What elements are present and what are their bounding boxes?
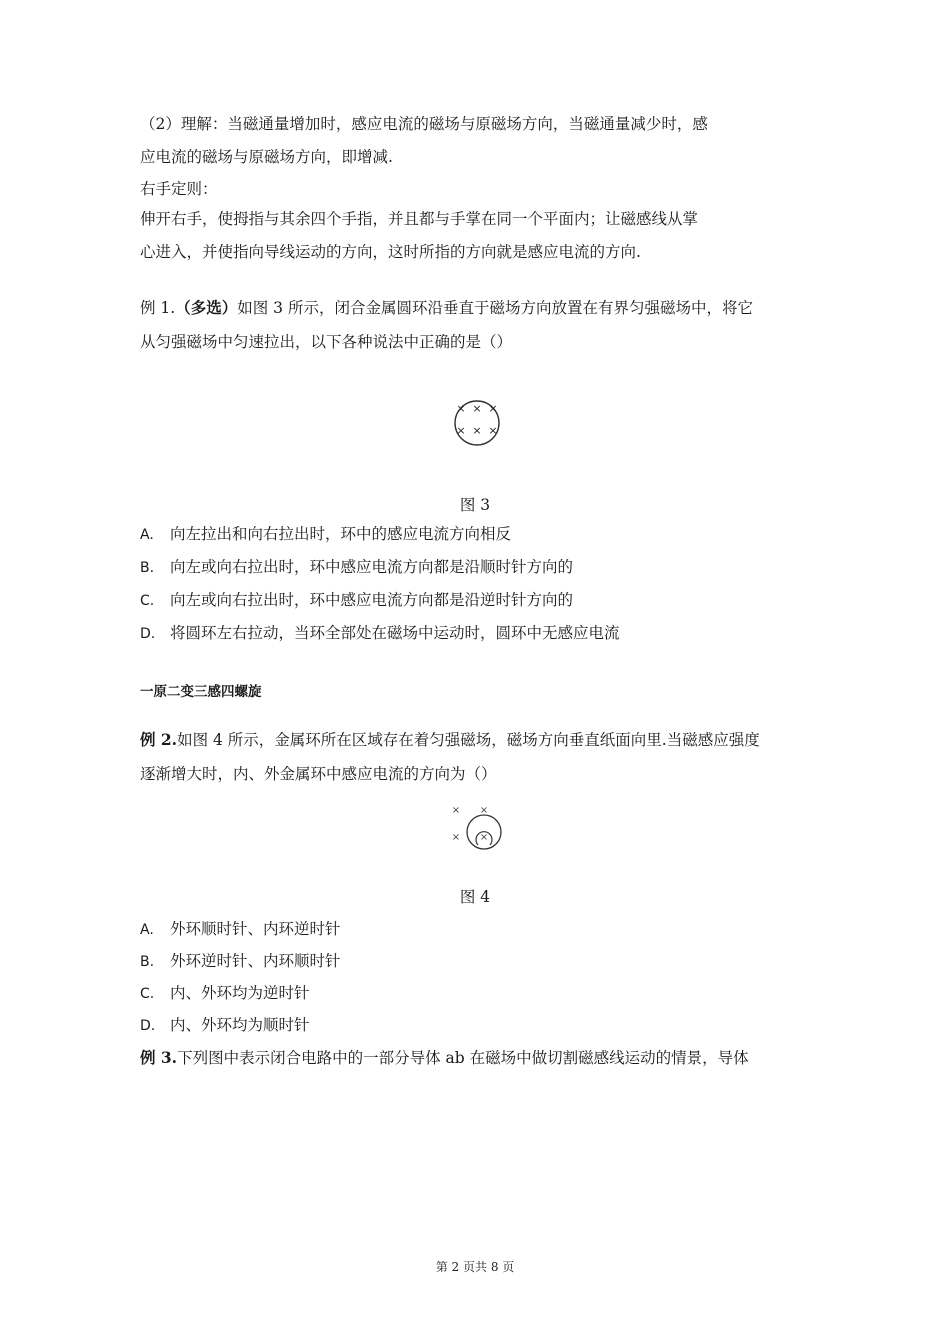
figure-3-caption: 图 3 [459,496,491,514]
figure-3-mark: × [472,402,482,415]
option-letter: B. [140,954,155,970]
intro-line-5: 心进入，并使指向导线运动的方向，这时所指的方向就是感应电流的方向. [140,243,641,261]
example2-line-1 [140,730,760,750]
example1-option-b [140,557,573,578]
example1-label: 例 1. [140,299,176,317]
option-letter: B. [140,560,155,576]
option-text: 内、外环均为逆时针 [170,984,310,1002]
example2-option-c [140,983,310,1004]
option-text: 外环顺时针、内环逆时针 [170,920,341,938]
option-letter: C. [140,986,155,1002]
figure-3-mark: × [456,402,466,415]
example2-option-d [140,1015,310,1036]
example2-option-a [140,919,341,940]
example1-tag: （多选） [175,298,238,317]
intro-line-2: 应电流的磁场与原磁场方向，即增减. [140,148,393,166]
figure-4-mark: × [479,832,489,843]
example1-option-d [140,623,620,644]
figure-3-mark: × [472,424,482,437]
intro-line-4: 伸开右手，使拇指与其余四个手指，并且都与手掌在同一个平面内；让磁感线从掌 [140,210,699,228]
option-letter: C. [140,593,155,609]
figure-4-mark: × [479,805,489,816]
figure-4-mark: × [451,805,461,816]
section-heading: 一原二变三感四螺旋 [140,684,262,700]
figure-3-mark: × [456,424,466,437]
option-letter: D. [140,1018,156,1034]
example1-text-1: 如图 3 所示，闭合金属圆环沿垂直于磁场方向放置在有界匀强磁场中，将它 [237,299,753,317]
example2-line-2: 逐渐增大时，内、外金属环中感应电流的方向为（） [140,765,497,783]
figure-3-mark: × [488,402,498,415]
intro-line-3: 右手定则： [140,180,218,198]
figure-3 [448,398,506,450]
figure-3-mark: × [488,424,498,437]
page-footer: 第 2 页共 8 页 [435,1260,515,1274]
option-letter: A. [140,922,154,938]
example1-option-a [140,524,511,545]
example2-option-b [140,951,341,972]
example1-option-c [140,590,573,611]
option-letter: D. [140,626,156,642]
figure-4-mark: × [451,832,461,843]
option-text: 向左拉出和向右拉出时，环中的感应电流方向相反 [170,525,512,543]
example3-text-1: 下列图中表示闭合电路中的一部分导体 ab 在磁场中做切割磁感线运动的情景，导体 [177,1049,749,1067]
option-text: 将圆环左右拉动，当环全部处在磁场中运动时，圆环中无感应电流 [170,624,620,642]
example1-line-1 [140,298,753,318]
option-text: 外环逆时针、内环顺时针 [170,952,341,970]
example1-line-2: 从匀强磁场中匀速拉出，以下各种说法中正确的是（） [140,333,513,351]
example3-line-1 [140,1048,749,1068]
intro-line-1: （2）理解：当磁通量增加时，感应电流的磁场与原磁场方向，当磁通量减少时，感 [140,115,708,133]
option-text: 向左或向右拉出时，环中感应电流方向都是沿顺时针方向的 [170,558,574,576]
example2-label: 例 2. [140,730,178,749]
figure-4 [446,800,506,852]
example2-text-1: 如图 4 所示，金属环所在区域存在着匀强磁场，磁场方向垂直纸面向里.当磁感应强度 [177,731,760,749]
example3-label: 例 3. [140,1048,178,1067]
option-text: 内、外环均为顺时针 [170,1016,310,1034]
figure-4-caption: 图 4 [459,888,491,906]
option-text: 向左或向右拉出时，环中感应电流方向都是沿逆时针方向的 [170,591,574,609]
option-letter: A. [140,527,154,543]
